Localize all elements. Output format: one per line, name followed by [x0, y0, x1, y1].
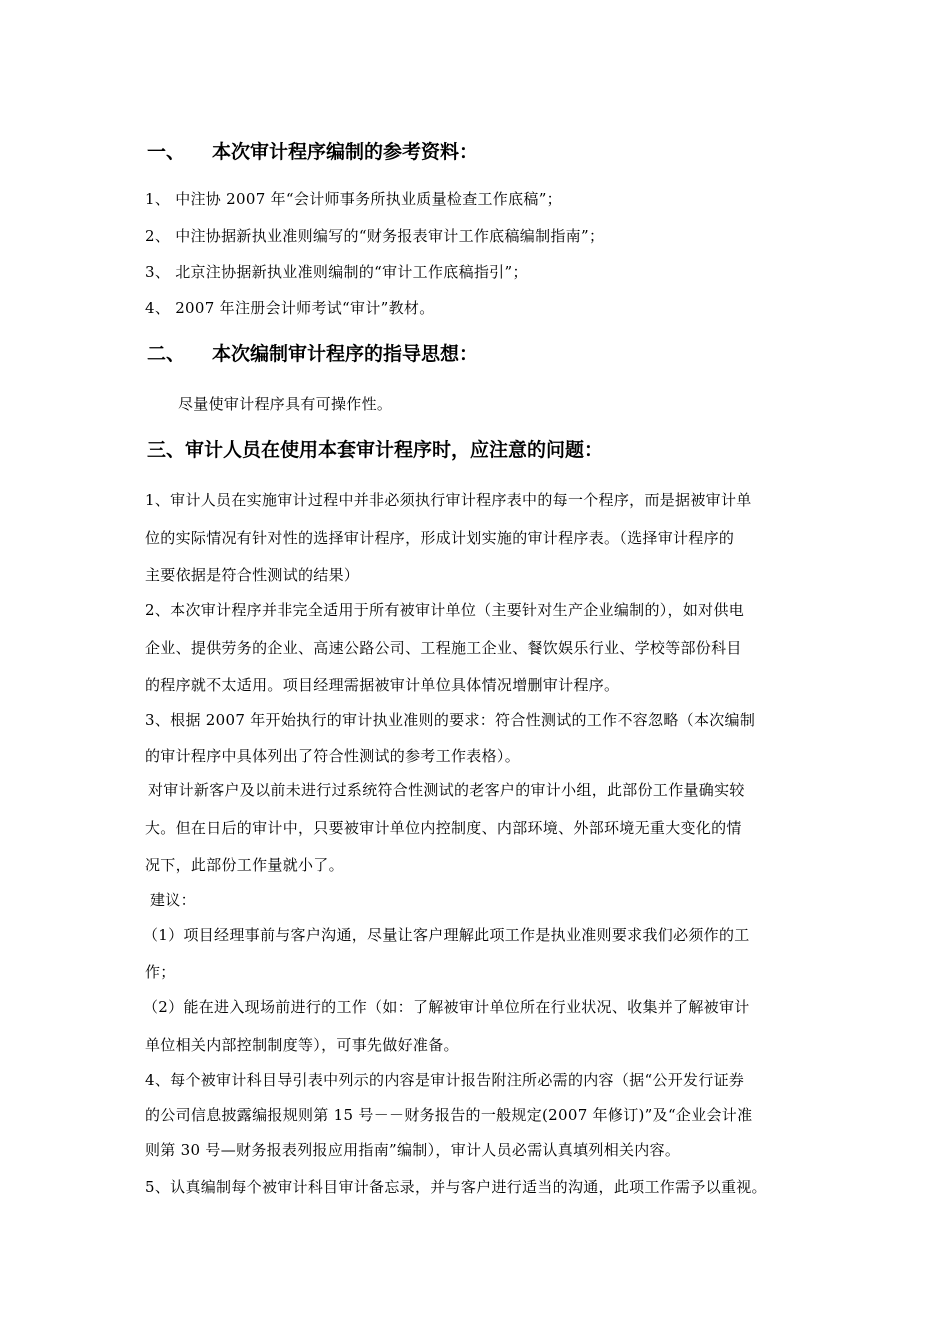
section-3-line: 5、认真编制每个被审计科目审计备忘录，并与客户进行适当的沟通，此项工作需予以重视。	[145, 1178, 767, 1196]
section-2-title: 本次编制审计程序的指导思想：	[212, 343, 479, 365]
section-3-line: 大。但在日后的审计中，只要被审计单位内控制度、内部环境、外部环境无重大变化的情	[145, 819, 742, 837]
section-3-line: 3、根据 2007 年开始执行的审计执业准则的要求：符合性测试的工作不容忽略（本次编制	[145, 711, 756, 729]
section-3-line: 企业、提供劳务的企业、高速公路公司、工程施工企业、餐饮娱乐行业、学校等部份科目	[145, 639, 742, 657]
section-2-number: 二、	[147, 343, 186, 365]
section-1-number: 一、	[147, 141, 186, 163]
section-3-line: 2、本次审计程序并非完全适用于所有被审计单位（主要针对生产企业编制的），如对供电	[145, 601, 745, 619]
section-2-body: 尽量使审计程序具有可操作性。	[178, 395, 393, 413]
section-3-line: 的审计程序中具体列出了符合性测试的参考工作表格）。	[145, 747, 521, 765]
section-3-line: 对审计新客户及以前未进行过系统符合性测试的老客户的审计小组，此部份工作量确实较	[148, 781, 745, 799]
section-3-line: 况下，此部份工作量就小了。	[145, 856, 344, 874]
section-2-heading	[0, 341, 950, 367]
section-3-line: 的公司信息披露编报规则第 15 号－－财务报告的一般规定(2007 年修订)”及“企业会计准	[145, 1106, 753, 1124]
section-3-line: 4、每个被审计科目导引表中列示的内容是审计报告附注所必需的内容（据“公开发行证券	[145, 1071, 745, 1089]
section-3-line: 主要依据是符合性测试的结果）	[145, 566, 360, 584]
section-3-line: 单位相关内部控制制度等），可事先做好准备。	[145, 1036, 459, 1054]
section-3-line: 作；	[145, 963, 176, 981]
section-1-item: 4、 2007 年注册会计师考试“审计”教材。	[145, 299, 435, 317]
section-3-line: 则第 30 号—财务报表列报应用指南”编制），审计人员必需认真填列相关内容。	[145, 1141, 681, 1159]
section-3-line: （2）能在进入现场前进行的工作（如：了解被审计单位所在行业状况、收集并了解被审计	[143, 998, 750, 1016]
section-3-heading: 三、审计人员在使用本套审计程序时，应注意的问题：	[147, 439, 604, 461]
section-1-item: 1、 中注协 2007 年“会计师事务所执业质量检查工作底稿”；	[145, 190, 562, 208]
section-3-line: （1）项目经理事前与客户沟通，尽量让客户理解此项工作是执业准则要求我们必须作的工	[143, 926, 750, 944]
section-1-title: 本次审计程序编制的参考资料：	[212, 141, 479, 163]
section-1-heading	[0, 139, 950, 165]
section-1-item: 2、 中注协据新执业准则编写的“财务报表审计工作底稿编制指南”；	[145, 227, 605, 245]
section-3-line: 建议：	[150, 891, 196, 909]
section-3-line: 位的实际情况有针对性的选择审计程序，形成计划实施的审计程序表。（选择审计程序的	[145, 529, 735, 547]
section-1-item: 3、 北京注协据新执业准则编制的“审计工作底稿指引”；	[145, 263, 528, 281]
section-3-line: 的程序就不太适用。项目经理需据被审计单位具体情况增删审计程序。	[145, 676, 620, 694]
section-3-line: 1、审计人员在实施审计过程中并非必须执行审计程序表中的每一个程序，而是据被审计单	[145, 491, 752, 509]
